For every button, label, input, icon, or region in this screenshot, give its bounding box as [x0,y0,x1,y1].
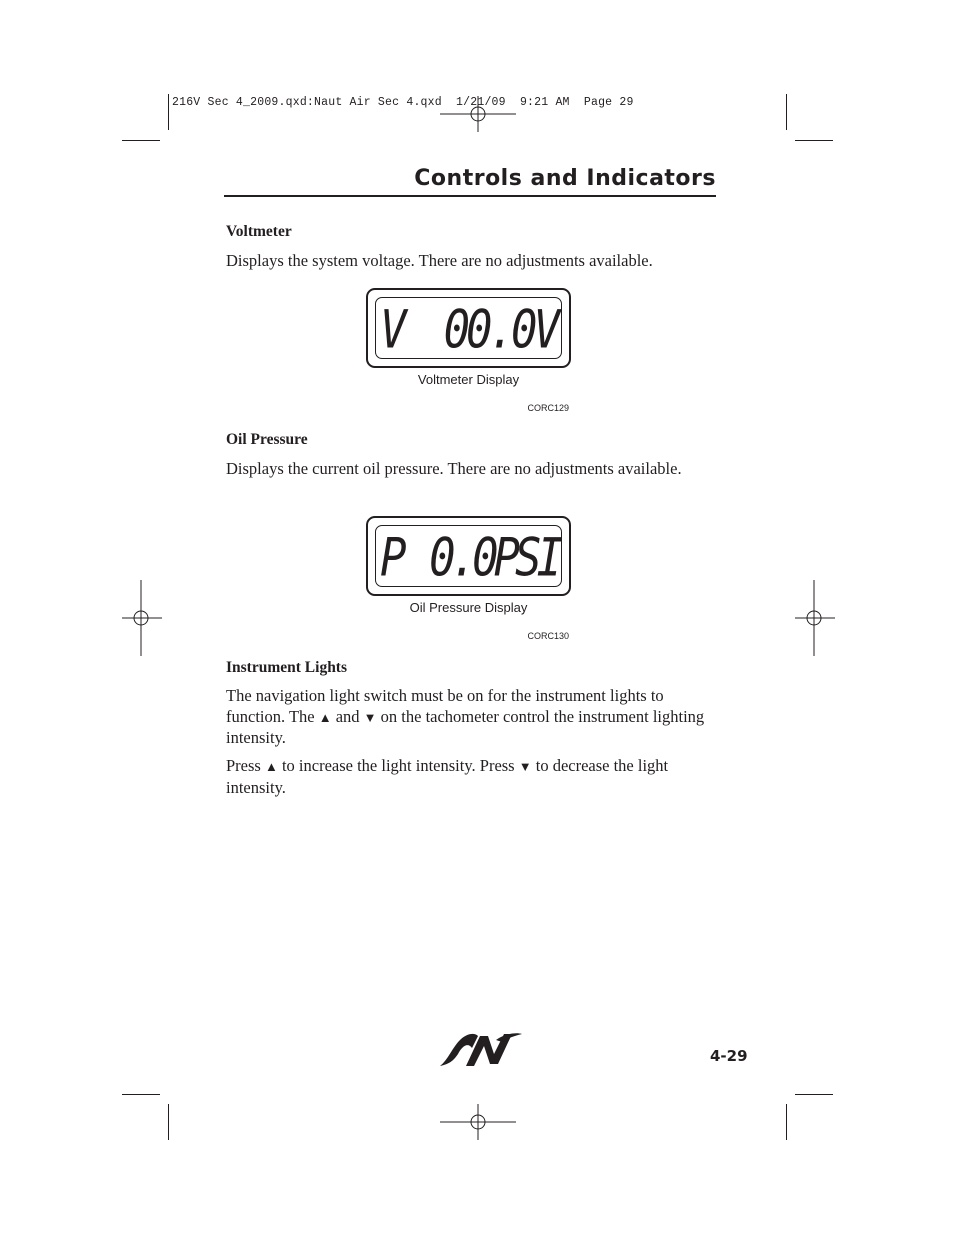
oil-pressure-lcd-mode: P [380,527,407,589]
voltmeter-caption: Voltmeter Display [417,372,520,387]
voltmeter-heading: Voltmeter [226,223,292,240]
oil-pressure-lcd [366,516,571,596]
title-rule [224,195,716,197]
voltmeter-figure-code: CORC129 [527,403,569,413]
instrument-lights-heading: Instrument Lights [226,659,348,676]
up-triangle-icon: ▲ [264,759,278,774]
page-number: 4-29 [710,1047,748,1065]
instrument-lights-paragraph-1: The navigation light switch must be on for the instrument lights to function. The ▲ and ▼ on the tachometer control the instrument lighting intensity. [226,686,705,747]
voltmeter-body: Displays the system voltage. There are no adjustments available. [226,251,653,270]
voltmeter-lcd-value: 00.0V [443,299,556,361]
instrument-lights-paragraph-2: Press ▲ to increase the light intensity. Press ▼ to decrease the light intensity. [226,756,669,797]
registration-mark-right [795,580,835,656]
oil-pressure-body: Displays the current oil pressure. There are no adjustments available. [226,459,682,478]
voltmeter-lcd-mode: V [380,299,407,361]
voltmeter-lcd [366,288,571,368]
print-slug: 216V Sec 4_2009.qxd:Naut Air Sec 4.qxd 1/21/09 9:21 AM Page 29 [172,96,634,109]
down-triangle-icon: ▼ [518,759,532,774]
oil-pressure-heading: Oil Pressure [226,431,308,448]
oil-pressure-figure-code: CORC130 [527,631,569,641]
page-title: Controls and Indicators [414,166,716,191]
registration-mark-left [122,580,162,656]
oil-pressure-caption: Oil Pressure Display [409,600,528,615]
registration-mark-bottom [440,1104,516,1144]
oil-pressure-lcd-value: 0.0PSI [429,527,558,589]
down-triangle-icon: ▼ [363,709,377,725]
up-triangle-icon: ▲ [318,709,332,725]
nautique-logo [438,1030,524,1068]
